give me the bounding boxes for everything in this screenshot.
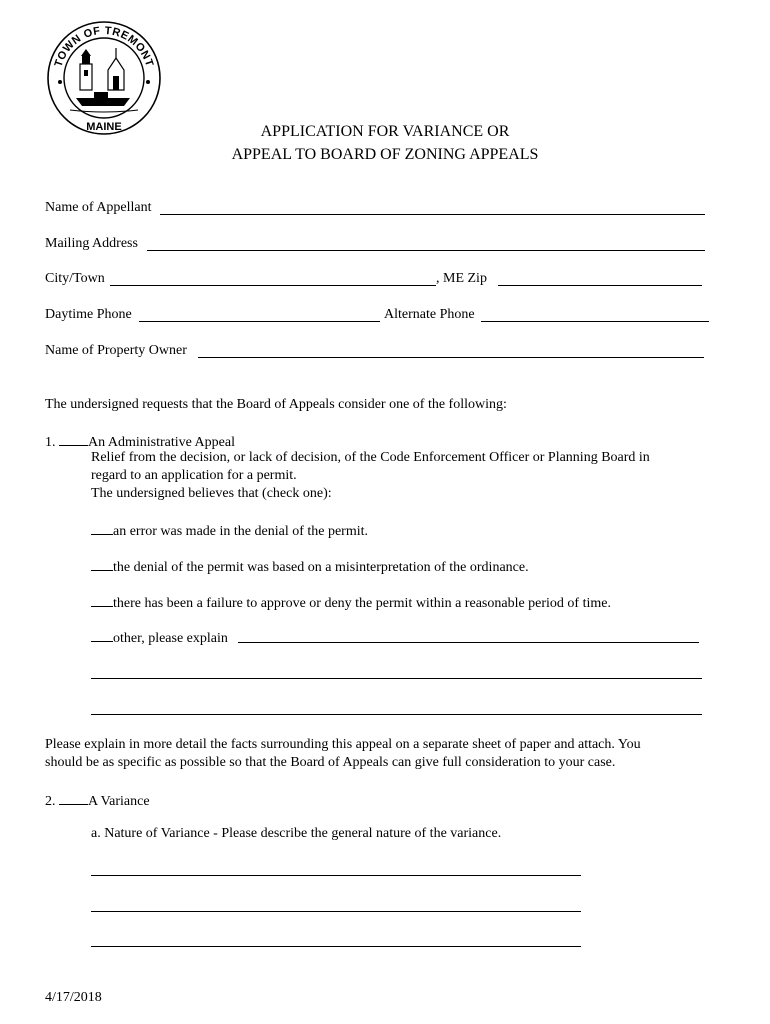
option-other-checkbox-line[interactable] bbox=[91, 627, 113, 642]
section1-description-2: regard to an application for a permit. bbox=[91, 468, 297, 483]
section1-description-3: The undersigned believes that (check one): bbox=[91, 486, 332, 501]
alternate-phone-input-line[interactable] bbox=[481, 321, 709, 322]
explain-line-2[interactable] bbox=[91, 678, 702, 679]
option-failure-checkbox-line[interactable] bbox=[91, 592, 113, 607]
variance-line-2[interactable] bbox=[91, 911, 581, 912]
daytime-phone-label: Daytime Phone bbox=[45, 307, 132, 322]
option-failure-text: there has been a failure to approve or deny the permit within a reasonable period of time. bbox=[113, 596, 611, 611]
mailing-address-label: Mailing Address bbox=[45, 236, 138, 251]
form-title-line2: APPEAL TO BOARD OF ZONING APPEALS bbox=[231, 146, 539, 163]
option-misinterpretation-checkbox-line[interactable] bbox=[91, 556, 113, 571]
form-title-line1: APPLICATION FOR VARIANCE OR bbox=[260, 123, 510, 140]
appellant-input-line[interactable] bbox=[160, 214, 705, 215]
section2-checkbox-line[interactable] bbox=[59, 790, 88, 805]
request-intro: The undersigned requests that the Board of Appeals consider one of the following: bbox=[45, 397, 507, 412]
boat-icon bbox=[70, 92, 138, 112]
alternate-phone-label: Alternate Phone bbox=[384, 307, 475, 322]
option-error-checkbox-line[interactable] bbox=[91, 520, 113, 535]
section2-title: A Variance bbox=[88, 794, 150, 809]
variance-line-3[interactable] bbox=[91, 946, 581, 947]
appellant-label: Name of Appellant bbox=[45, 200, 152, 215]
footer-date: 4/17/2018 bbox=[45, 990, 102, 1005]
section1-checkbox-line[interactable] bbox=[59, 431, 88, 446]
option-other-text: other, please explain bbox=[113, 631, 228, 646]
state-zip-label: , ME Zip bbox=[436, 271, 487, 286]
explain-paragraph-2: should be as specific as possible so that the Board of Appeals can give full consideration to your case. bbox=[45, 755, 616, 770]
option-misinterpretation bbox=[91, 556, 529, 577]
church-icon bbox=[108, 48, 124, 90]
mailing-address-input-line[interactable] bbox=[147, 250, 705, 251]
lighthouse-icon bbox=[80, 49, 92, 90]
seal-top-text: TOWN OF TREMONT bbox=[52, 24, 156, 69]
option-other bbox=[91, 627, 228, 648]
daytime-phone-input-line[interactable] bbox=[139, 321, 380, 322]
property-owner-input-line[interactable] bbox=[198, 357, 704, 358]
zip-input-line[interactable] bbox=[498, 285, 702, 286]
property-owner-label: Name of Property Owner bbox=[45, 343, 187, 358]
variance-line-1[interactable] bbox=[91, 875, 581, 876]
section1-title: An Administrative Appeal bbox=[88, 435, 235, 450]
option-error-denial bbox=[91, 520, 368, 541]
town-seal-logo bbox=[46, 18, 162, 138]
option-failure-to-act bbox=[91, 592, 611, 613]
variance-nature-prompt: a. Nature of Variance - Please describe the general nature of the variance. bbox=[91, 826, 502, 841]
section1-description-1: Relief from the decision, or lack of decision, of the Code Enforcement Officer or Planning Board in bbox=[91, 450, 650, 465]
city-input-line[interactable] bbox=[110, 285, 436, 286]
section2-heading bbox=[45, 790, 150, 811]
option-error-text: an error was made in the denial of the permit. bbox=[113, 524, 369, 539]
city-label: City/Town bbox=[45, 271, 105, 286]
seal-bottom-text: MAINE bbox=[86, 121, 122, 133]
explain-paragraph-1: Please explain in more detail the facts surrounding this appeal on a separate sheet of paper and attach. You bbox=[45, 737, 641, 752]
other-explain-input-line[interactable] bbox=[238, 642, 699, 643]
section2-number: 2. bbox=[45, 794, 59, 809]
explain-line-3[interactable] bbox=[91, 714, 702, 715]
section1-number: 1. bbox=[45, 435, 59, 450]
option-misinterpretation-text: the denial of the permit was based on a misinterpretation of the ordinance. bbox=[113, 560, 529, 575]
